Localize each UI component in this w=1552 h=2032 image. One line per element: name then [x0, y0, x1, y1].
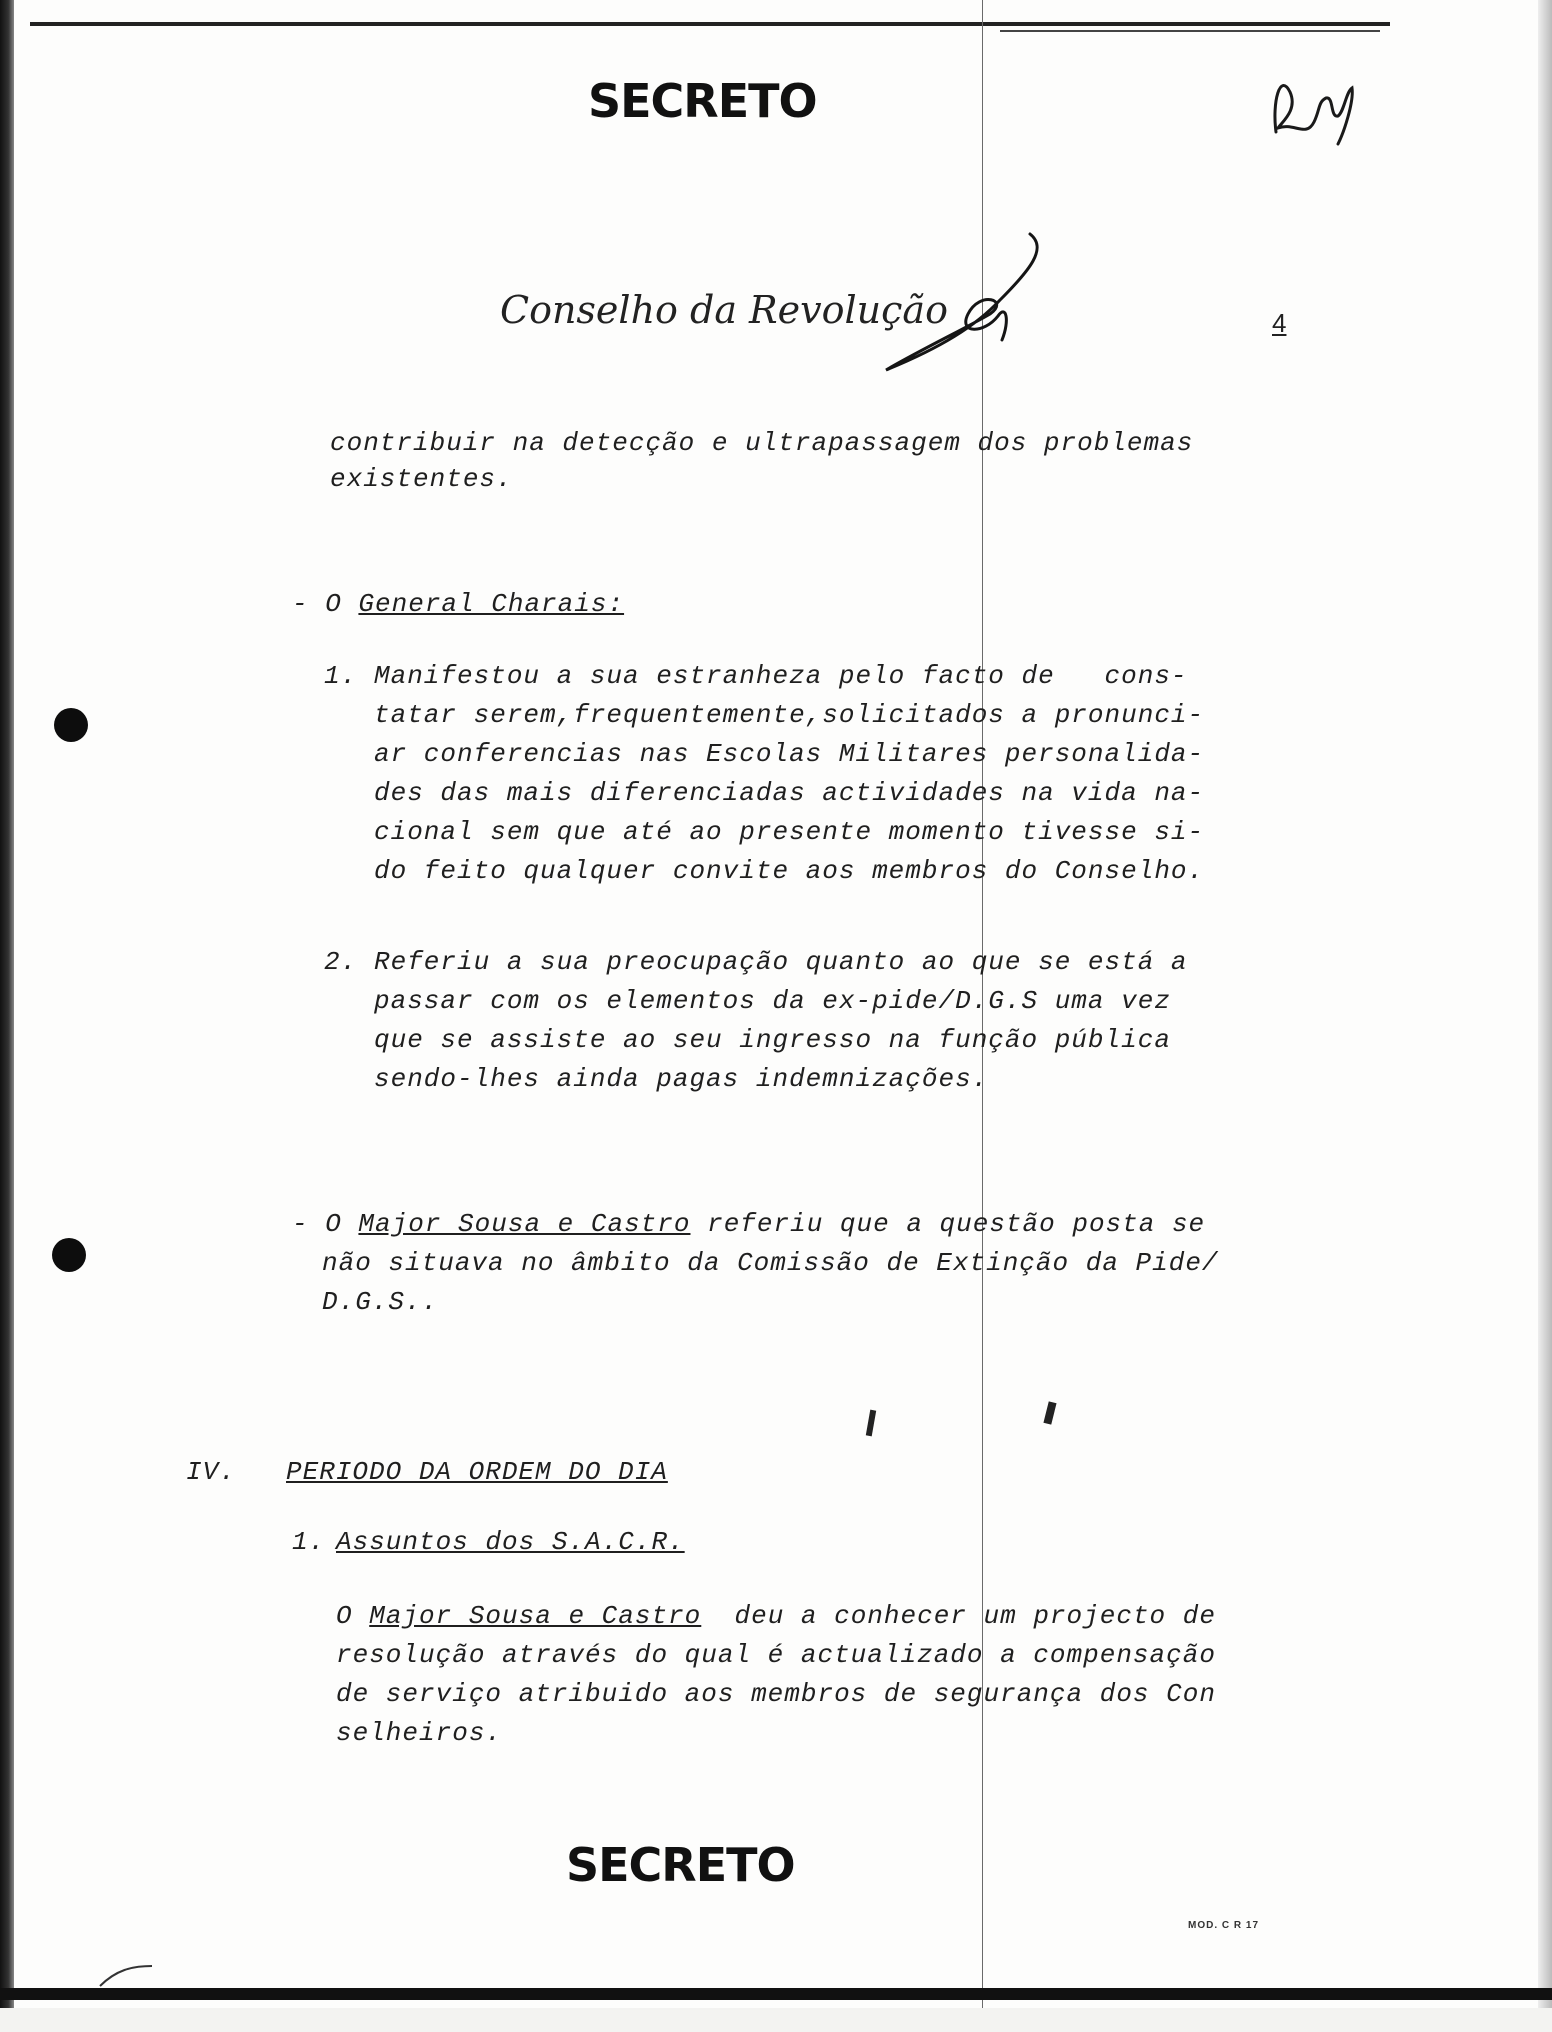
sousa-reply-line-1: [292, 1206, 1205, 1242]
sousa-reply-dash: - O: [292, 1209, 342, 1239]
handwritten-initials-mark: [1268, 62, 1358, 152]
subsection-title: Assuntos dos S.A.C.R.: [336, 1527, 685, 1557]
section-para-line-3: de serviço atribuido aos membros de segurança dos Con: [336, 1679, 1216, 1709]
handwritten-initials: [1268, 100, 1269, 101]
charais-item2-line: que se assiste ao seu ingresso na função pública: [374, 1025, 1171, 1055]
scan-bottom-margin: [0, 2008, 1552, 2032]
charais-heading: [292, 586, 624, 622]
charais-item2-line: sendo-lhes ainda pagas indemnizações.: [374, 1064, 989, 1094]
charais-item1-num: 1.: [324, 661, 358, 691]
charais-speaker: General Charais:: [358, 589, 625, 619]
charais-item2-line: passar com os elementos da ex-pide/D.G.S uma vez: [374, 986, 1171, 1016]
charais-item1-line: des das mais diferenciadas actividades na vida na-: [374, 778, 1205, 808]
sousa-reply-speaker: Major Sousa e Castro: [358, 1209, 691, 1239]
charais-dash: - O: [292, 589, 342, 619]
top-rule: [30, 22, 1390, 26]
charais-item2-num: 2.: [324, 947, 358, 977]
page-number: 4: [1272, 308, 1287, 338]
section-title: PERIODO DA ORDEM DO DIA: [286, 1457, 668, 1487]
sousa-reply-line-2: não situava no âmbito da Comissão de Extinção da Pide/: [322, 1248, 1219, 1278]
scan-right-edge: [1538, 0, 1552, 2032]
signature-scribble: [880, 230, 1080, 380]
classification-top: SECRETO: [588, 74, 817, 128]
scan-bottom-bar: [0, 1988, 1552, 2000]
intro-line-2: existentes.: [330, 464, 513, 494]
section-para-line-2: resolução através do qual é actualizado a compensação: [336, 1640, 1216, 1670]
charais-item1-line: tatar serem,frequentemente,solicitados a pronunci-: [374, 700, 1205, 730]
section-para-speaker: Major Sousa e Castro: [369, 1601, 702, 1631]
section-para-rest: deu a conhecer um projecto de: [701, 1601, 1216, 1631]
punch-hole-upper: [54, 708, 88, 742]
letterhead: Conselho da Revolução: [500, 288, 948, 332]
punch-hole-lower: [52, 1238, 86, 1272]
charais-item1-line: Manifestou a sua estranheza pelo facto de cons-: [374, 661, 1188, 691]
scan-speck: [1043, 1401, 1056, 1424]
sousa-reply-rest: referiu que a questão posta se: [690, 1209, 1206, 1239]
charais-item2-line: Referiu a sua preocupação quanto ao que se está a: [374, 947, 1188, 977]
charais-item1-line: do feito qualquer convite aos membros do Conselho.: [374, 856, 1205, 886]
top-rule-secondary: [1000, 30, 1380, 32]
form-code: MOD. C R 17: [1188, 1920, 1260, 1931]
section-para-line-1: [336, 1598, 1216, 1634]
section-para-line-4: selheiros.: [336, 1718, 503, 1748]
scan-stroke: [96, 1960, 156, 1990]
scan-left-edge: [0, 0, 14, 2032]
section-para-prefix: O: [336, 1601, 370, 1631]
scan-speck: [866, 1410, 876, 1437]
intro-line-1: contribuir na detecção e ultrapassagem dos problemas: [330, 428, 1194, 458]
subsection-num: 1.: [292, 1527, 326, 1557]
charais-item1-line: cional sem que até ao presente momento tivesse si-: [374, 817, 1205, 847]
classification-bottom: SECRETO: [566, 1838, 795, 1892]
charais-item1-line: ar conferencias nas Escolas Militares personalida-: [374, 739, 1205, 769]
sousa-reply-line-3: D.G.S..: [322, 1287, 439, 1317]
section-roman: IV.: [186, 1457, 236, 1487]
